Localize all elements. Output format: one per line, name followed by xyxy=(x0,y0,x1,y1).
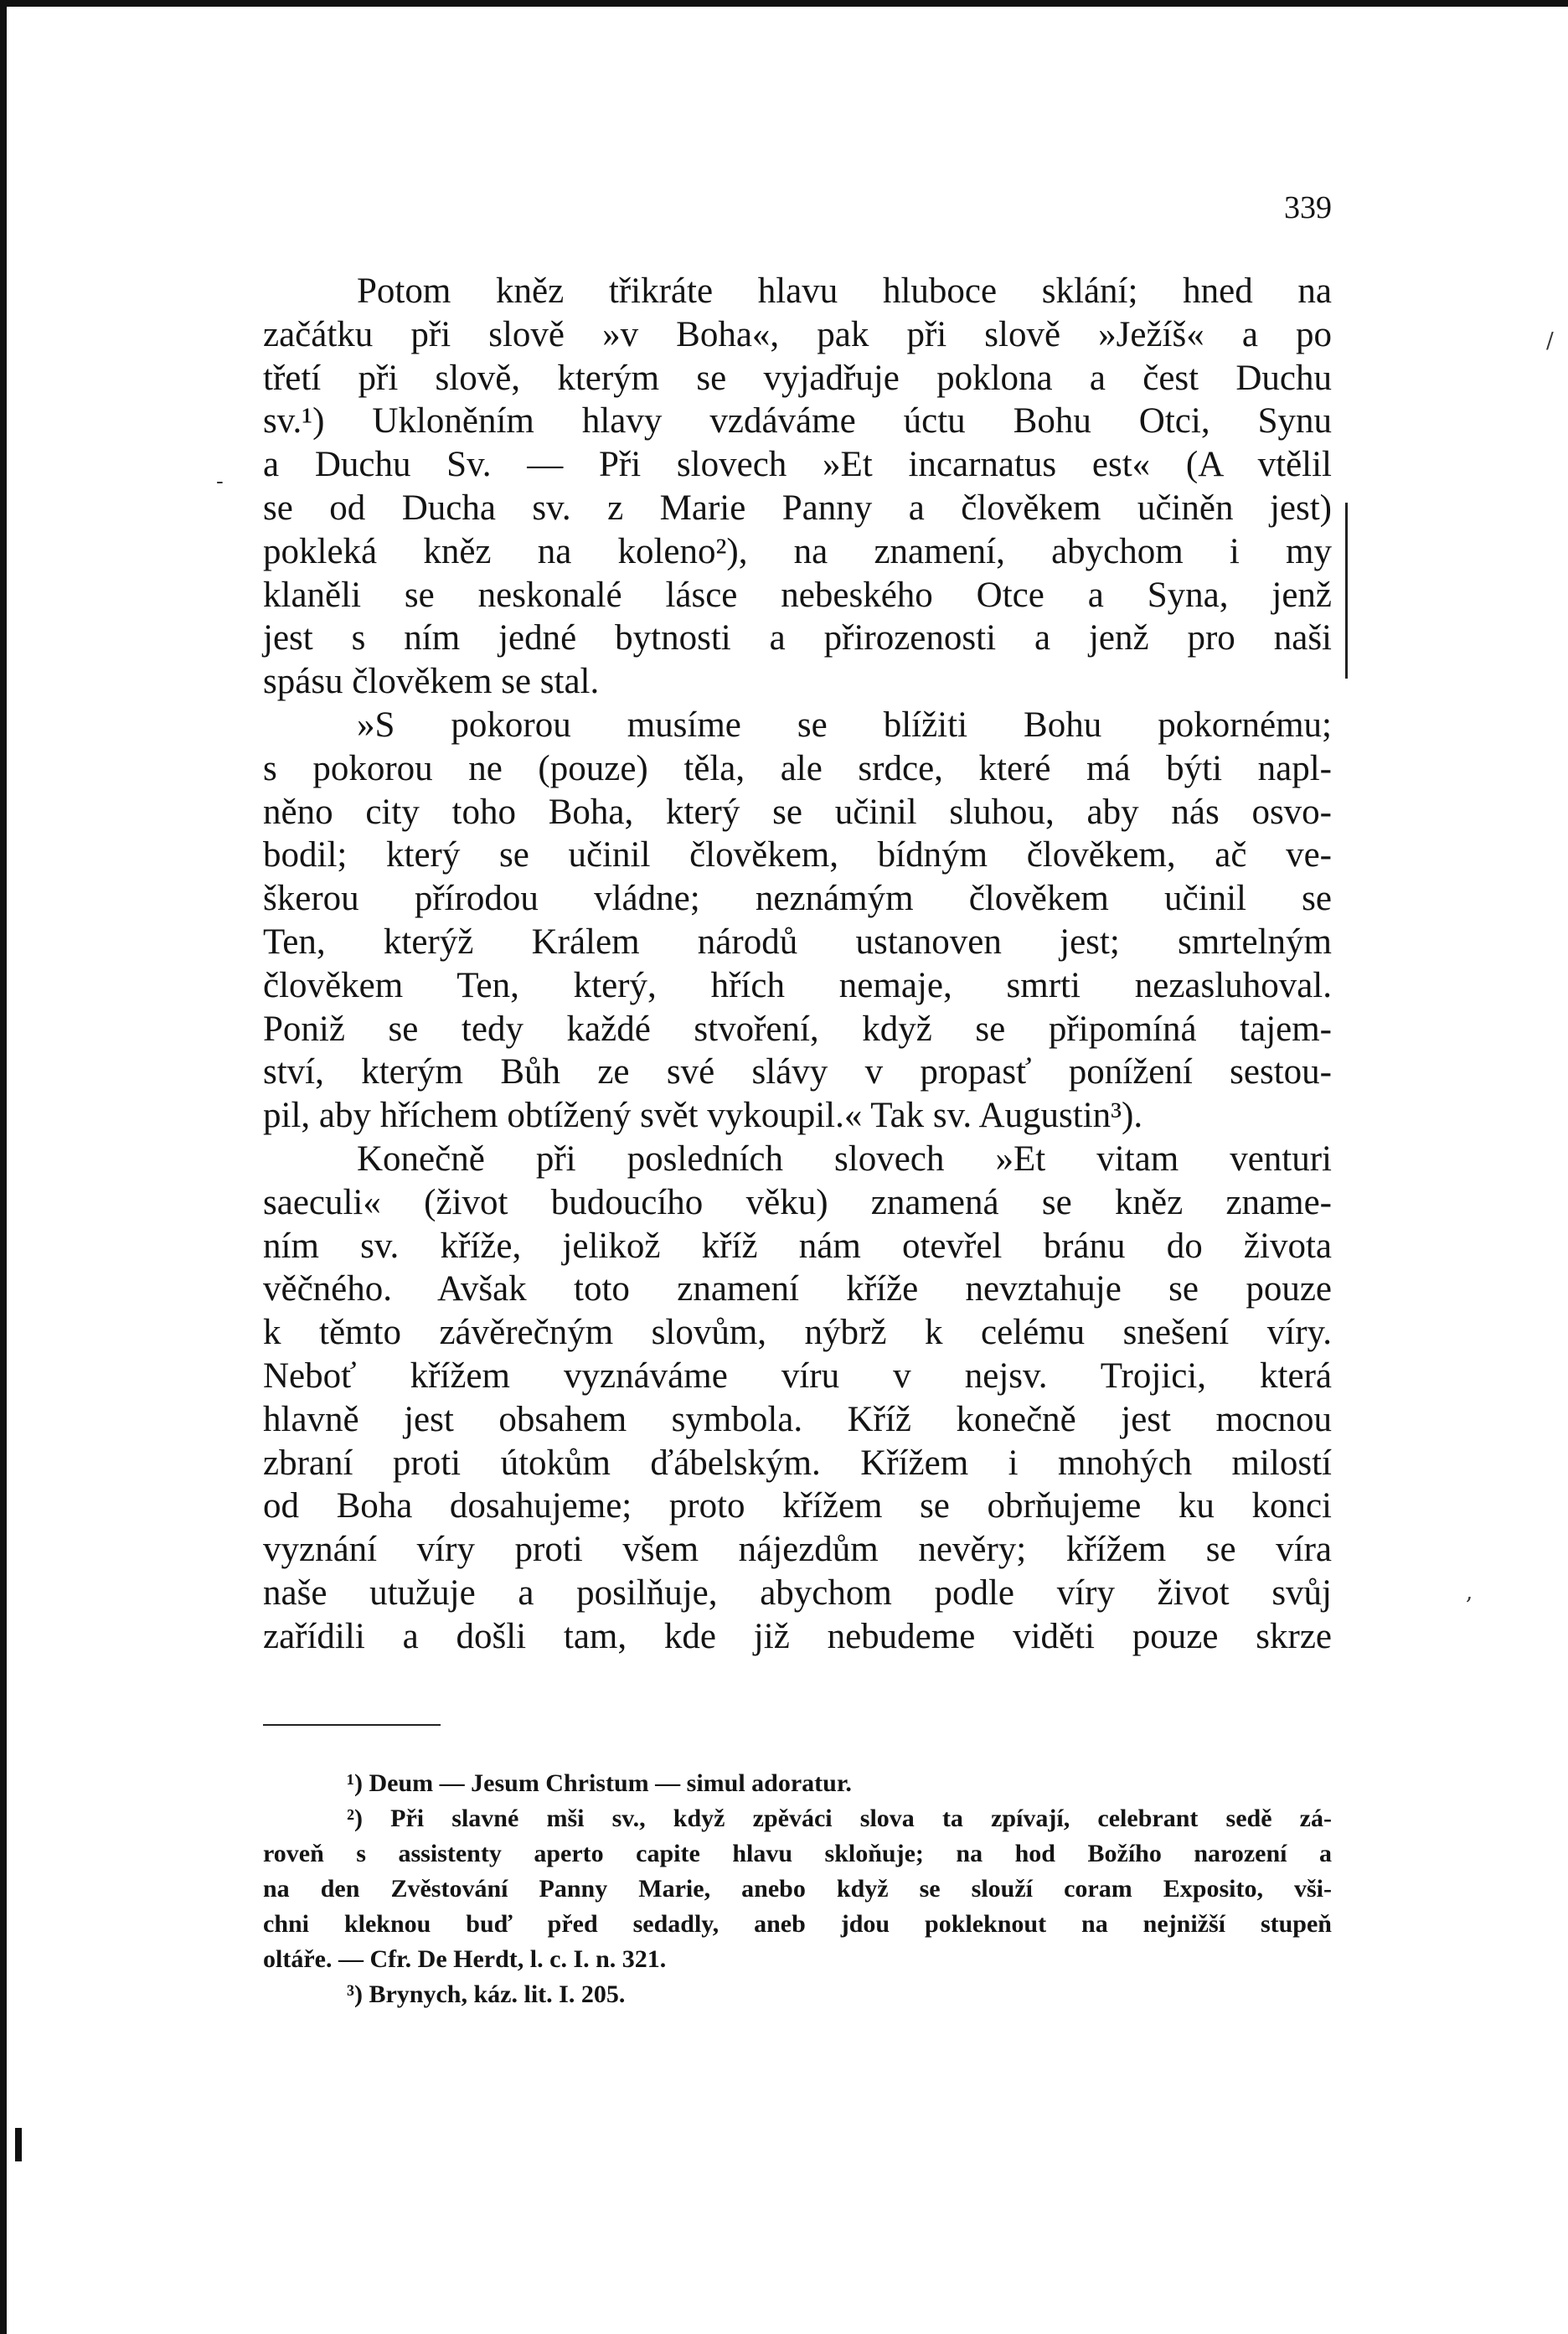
text-line: třetí při slově, kterým se vyjadřuje poklona a čest Duchu xyxy=(263,358,1332,398)
text-line: zbraní proti útokům ďábelským. Křížem i mnohých milostí xyxy=(263,1443,1332,1483)
page-edge-left xyxy=(0,0,7,2334)
text-line: sv.¹) Ukloněním hlavy vzdáváme úctu Bohu Otci, Synu xyxy=(263,401,1332,441)
binding-mark xyxy=(15,2128,22,2161)
text-line: Ten, kterýž Králem národů ustanoven jest; smrtelným xyxy=(263,922,1332,962)
text-line: pokleká kněz na koleno²), na znamení, abychom i my xyxy=(263,531,1332,571)
footnote-line: na den Zvěstování Panny Marie, anebo když se slouží coram Exposito, vši- xyxy=(263,1875,1332,1903)
text-line: Poniž se tedy každé stvoření, když se připomíná tajem- xyxy=(263,1009,1332,1049)
text-line: k těmto závěrečným slovům, nýbrž k celému snešení víry. xyxy=(263,1313,1332,1353)
text-line: něno city toho Boha, který se učinil sluhou, aby nás osvo- xyxy=(263,792,1332,832)
page-edge-top xyxy=(0,0,1568,7)
text-line: s pokorou ne (pouze) těla, ale srdce, které má býti napl- xyxy=(263,748,1332,788)
margin-pencil-bracket xyxy=(1337,503,1348,679)
text-line: škerou přírodou vládne; neznámým člověkem učinil se xyxy=(263,879,1332,919)
text-line: zařídili a došli tam, kde již nebudeme viděti pouze skrze xyxy=(263,1616,1332,1656)
footnote-line: chni kleknou buď před sedadly, aneb jdou pokleknout na nejnižší stupeň xyxy=(263,1910,1332,1938)
margin-pencil-mark: - xyxy=(216,469,224,494)
text-line: vyznání víry proti všem nájezdům nevěry; křížem se víra xyxy=(263,1530,1332,1570)
text-line: Konečně při posledních slovech »Et vitam venturi xyxy=(357,1139,1332,1179)
text-line: Potom kněz třikráte hlavu hluboce sklání; hned na xyxy=(357,271,1332,311)
text-line: ním sv. kříže, jelikož kříž nám otevřel bránu do života xyxy=(263,1226,1332,1266)
footnote-1 xyxy=(263,1766,1332,1801)
footnotes xyxy=(263,1766,1332,2012)
footnote-line: roveň s assistenty aperto capite hlavu skloňuje; na hod Božího narození a xyxy=(263,1840,1332,1867)
footnote-line: ³) Brynych, káz. lit. I. 205. xyxy=(347,1980,626,2008)
text-line: »S pokorou musíme se blížiti Bohu pokornému; xyxy=(357,705,1332,745)
text-line: Neboť křížem vyznáváme víru v nejsv. Trojici, která xyxy=(263,1355,1332,1396)
text-line: jest s ním jedné bytnosti a přirozenosti a jenž pro naši xyxy=(263,618,1332,658)
text-line: spásu člověkem se stal. xyxy=(263,662,600,702)
footnote-2 xyxy=(263,1801,1332,1977)
margin-pencil-mark: / xyxy=(1546,328,1554,354)
text-line: pil, aby hříchem obtížený svět vykoupil.« Tak sv. Augustin³). xyxy=(263,1096,1143,1136)
text-line: naše utužuje a posilňuje, abychom podle víry život svůj xyxy=(263,1572,1332,1613)
text-line: začátku při slově »v Boha«, pak při slově »Ježíš« a po xyxy=(263,314,1332,354)
text-line: se od Ducha sv. z Marie Panny a člověkem učiněn jest) xyxy=(263,488,1332,528)
footnote-rule xyxy=(263,1724,441,1726)
footnote-3 xyxy=(263,1977,1332,2012)
text-line: ství, kterým Bůh ze své slávy v propasť ponížení sestou- xyxy=(263,1052,1332,1092)
page-number: 339 xyxy=(1284,190,1332,225)
text-line: bodil; který se učinil člověkem, bídným člověkem, ač ve- xyxy=(263,835,1332,875)
text-line: hlavně jest obsahem symbola. Kříž konečně jest mocnou xyxy=(263,1399,1332,1439)
footnote-line: ¹) Deum — Jesum Christum — simul adoratur. xyxy=(347,1769,852,1797)
text-line: od Boha dosahujeme; proto křížem se obrňujeme ku konci xyxy=(263,1486,1332,1526)
text-line: věčného. Avšak toto znamení kříže nevztahuje se pouze xyxy=(263,1269,1332,1309)
text-line: a Duchu Sv. — Při slovech »Et incarnatus est« (A vtělil xyxy=(263,445,1332,485)
text-line: člověkem Ten, který, hřích nemaje, smrti nezasluhoval. xyxy=(263,965,1332,1005)
footnote-line: oltáře. — Cfr. De Herdt, l. c. I. n. 321. xyxy=(263,1945,667,1973)
footnote-line: ²) Při slavné mši sv., když zpěváci slova ta zpívají, celebrant sedě zá- xyxy=(347,1805,1332,1832)
paragraph-1 xyxy=(263,270,1332,704)
text-line: klaněli se neskonalé lásce nebeského Otce a Syna, jenž xyxy=(263,575,1332,615)
body-text xyxy=(263,270,1332,1659)
margin-pencil-mark: , xyxy=(1466,1580,1473,1605)
text-line: saeculi« (život budoucího věku) znamená se kněz zname- xyxy=(263,1182,1332,1222)
paragraph-2 xyxy=(263,704,1332,1138)
paragraph-3 xyxy=(263,1138,1332,1659)
